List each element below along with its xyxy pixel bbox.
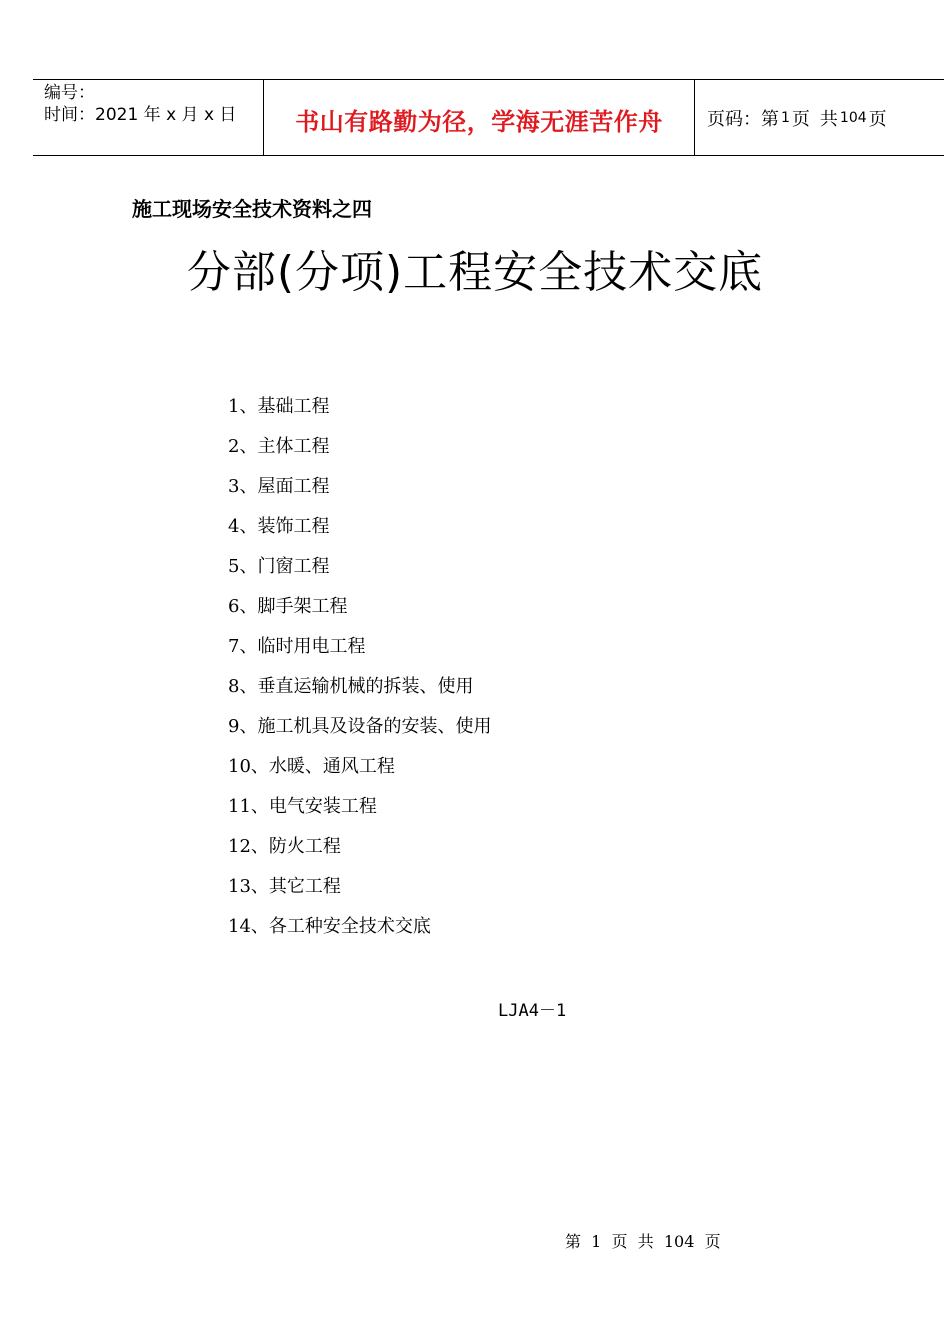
list-item: 3、屋面工程 bbox=[228, 476, 330, 497]
list-item: 14、各工种安全技术交底 bbox=[228, 916, 431, 937]
header-meta-cell bbox=[33, 80, 264, 155]
list-item: 13、其它工程 bbox=[228, 876, 341, 897]
header-motto-cell bbox=[264, 80, 695, 155]
motto-text: 书山有路勤为径，学海无涯苦作舟 bbox=[295, 107, 663, 136]
page-total-prefix: 共 bbox=[819, 108, 838, 130]
list-item: 1、基础工程 bbox=[228, 396, 330, 417]
header-page-cell bbox=[695, 80, 944, 155]
contents-list bbox=[228, 393, 491, 953]
doc-date: 时间：2021 年 x 月 x 日 bbox=[44, 105, 237, 125]
page-total: 104 bbox=[839, 109, 867, 126]
list-item: 5、门窗工程 bbox=[228, 556, 330, 577]
list-item: 11、电气安装工程 bbox=[228, 796, 377, 817]
page-title: 分部(分项)工程安全技术交底 bbox=[186, 247, 764, 298]
page-suffix: 页 bbox=[868, 108, 887, 130]
page-footer: 第 1 页 共 104 页 bbox=[565, 1232, 721, 1251]
document-header bbox=[33, 79, 944, 156]
list-item: 8、垂直运输机械的拆装、使用 bbox=[228, 676, 474, 697]
page-mid: 页 bbox=[791, 108, 810, 130]
list-item: 10、水暖、通风工程 bbox=[228, 756, 395, 777]
doc-number-label: 编号： bbox=[44, 83, 95, 103]
list-item: 2、主体工程 bbox=[228, 436, 330, 457]
list-item: 9、施工机具及设备的安装、使用 bbox=[228, 716, 492, 737]
list-item: 7、临时用电工程 bbox=[228, 636, 366, 657]
form-code: LJA4－1 bbox=[498, 1001, 567, 1021]
page-prefix: 页码：第 bbox=[707, 108, 779, 130]
list-item: 4、装饰工程 bbox=[228, 516, 330, 537]
list-item: 12、防火工程 bbox=[228, 836, 341, 857]
series-title: 施工现场安全技术资料之四 bbox=[132, 197, 372, 221]
list-item: 6、脚手架工程 bbox=[228, 596, 348, 617]
page-current: 1 bbox=[781, 109, 790, 126]
